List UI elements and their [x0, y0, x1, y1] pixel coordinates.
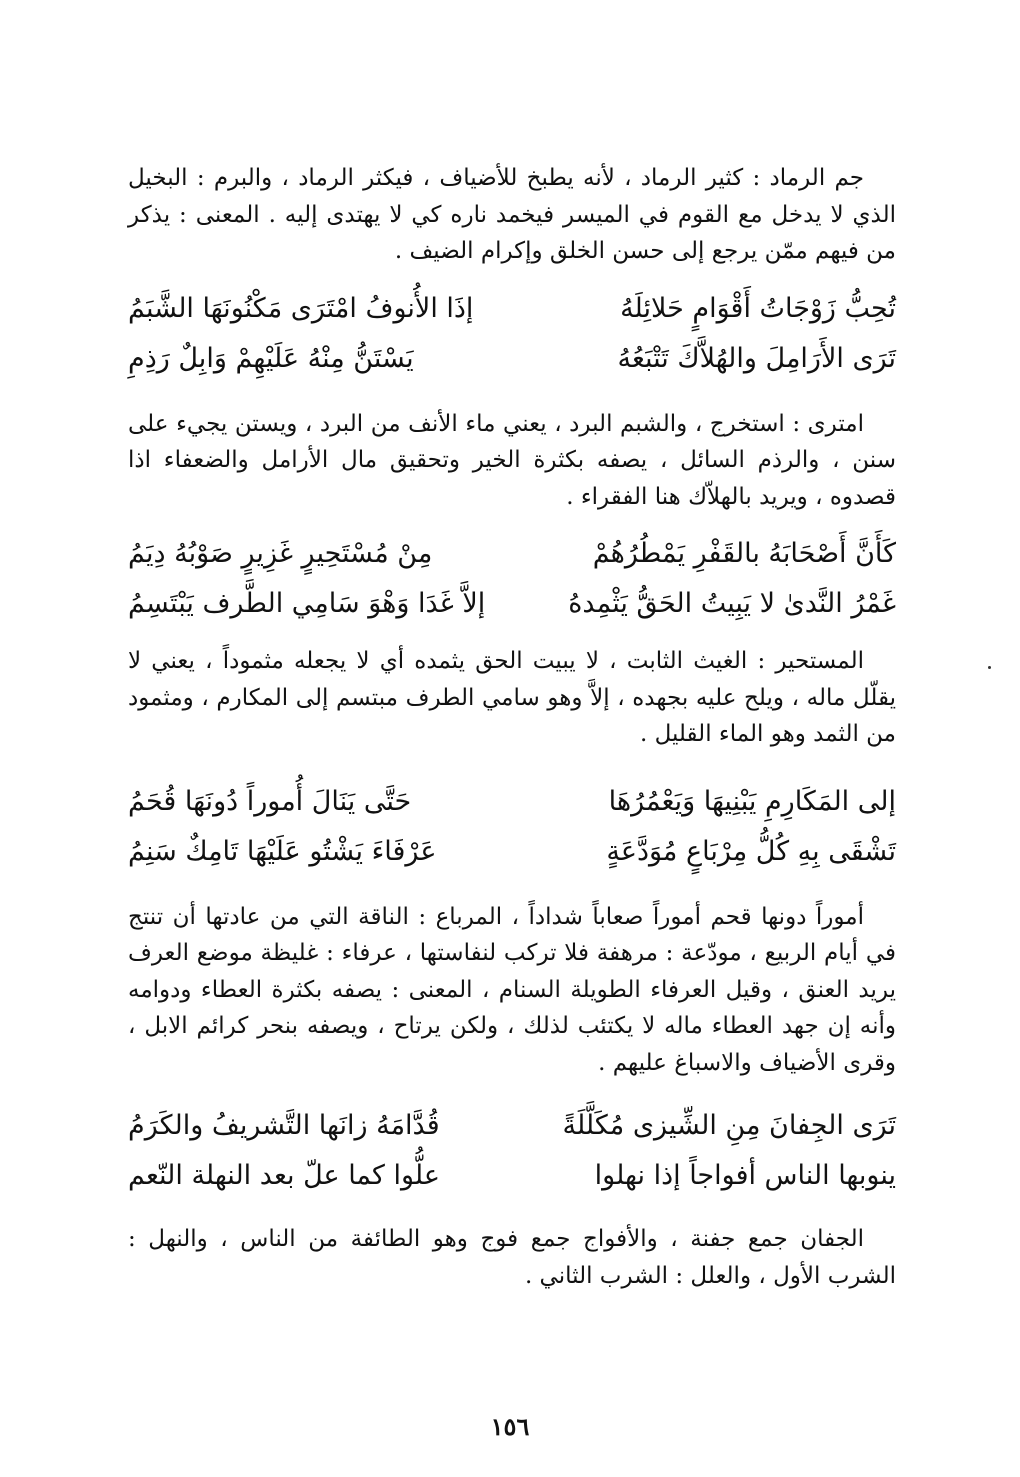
verse-hemistich-second: عَرْفَاءَ يَشْتُو عَلَيْهَا تَامِكٌ سَنِمُ — [128, 835, 437, 867]
verse-hemistich-second: إلاَّ غَدَا وَهْوَ سَامِي الطَّرف يَبْتَسِمُ — [128, 588, 486, 619]
verse-hemistich-first: كَأَنَّ أَصْحَابَهُ بالقَفْرِ يَمْطُرُهُمْ — [592, 538, 896, 569]
prose-line: أموراً دونها قحم أموراً صعاباً شداداً ، المرباع : الناقة التي من عادتها أن — [172, 903, 865, 930]
verse-line — [128, 1151, 896, 1201]
verse-hemistich-second: مِنْ مُسْتَحِيرٍ غَزِيرٍ صَوْبُهُ دِيَمُ — [128, 538, 433, 569]
verse-hemistich-second: يَسْتَنُّ مِنْهُ عَلَيْهِمْ وَابِلٌ رَذِمِ — [128, 342, 414, 374]
verse-hemistich-second: حَتَّى يَنَالَ أُموراً دُونَهَا قُحَمُ — [128, 785, 412, 817]
prose-line: امترى : استخرج ، والشبم البرد ، يعني ماء الأنف من البرد ، ويستن يجيء — [176, 410, 864, 437]
prose-line: المكارم ، ومثمود من الثمد وهو الماء القليل . — [128, 684, 896, 747]
scan-speck — [988, 666, 991, 669]
prose-line: كرائم الابل ، وقرى الأضياف والاسباغ عليهم . — [128, 1013, 896, 1076]
verse-block-3 — [128, 777, 896, 877]
verse-hemistich-second: علُّوا كما علّ بعد النهلة النّعم — [128, 1160, 440, 1191]
prose-line: العرف يريد العنق ، وقيل العرفاء الطويلة السنام ، المعنى : يصفه بكثرة العطاء — [128, 940, 896, 1003]
verse-block-4 — [128, 1101, 896, 1201]
prose-line: الشرب الأول ، والعلل : الشرب الثاني . — [524, 1262, 896, 1289]
prose-line: على سنن ، والرذم السائل ، يصفه بكثرة الخير وتحقيق مال الأرامل والضعفاء اذا — [128, 410, 896, 473]
prose-line: تنتج في أيام الربيع ، مودّعة : مرهفة فلا تركب لنفاستها ، عرفاء : غليظة موضع — [128, 903, 897, 966]
prose-block-1 — [128, 160, 896, 270]
prose-line: المستحير : الغيث الثابت ، لا يبيت الحق يثمده أي لا يجعله مثموداً ، — [205, 648, 864, 674]
page-body — [128, 160, 896, 1294]
verse-line — [128, 529, 896, 579]
verse-line — [128, 1101, 896, 1151]
prose-line: قصدوه ، ويريد بالهلاّك هنا الفقراء . — [566, 483, 896, 510]
verse-line — [128, 334, 896, 384]
verse-hemistich-first: تَرَى الأَرَامِلَ والهُلاَّكَ تَتْبَعُهُ — [617, 342, 896, 374]
prose-line: الجفان جمع جفنة ، والأفواج جمع فوج وهو الطائفة من الناس ، والنهل : — [128, 1226, 864, 1252]
page-number: ١٥٦ — [490, 1412, 530, 1441]
verse-hemistich-first: إلى المَكَارِمِ يَبْنِيهَا وَيَعْمُرُهَا — [608, 785, 896, 817]
prose-block-4 — [128, 899, 896, 1082]
verse-hemistich-second: إذَا الأُنوفُ امْتَرَى مَكْنُونَهَا الشَّبَمُ — [128, 292, 474, 324]
prose-line: ودوامه وأنه إن جهد العطاء ماله لا يكتئب لذلك ، ولكن يرتاح ، ويصفه بنحر — [128, 976, 896, 1039]
verse-hemistich-first: تَشْقَى بِهِ كُلُّ مِرْبَاعٍ مُوَدَّعَةٍ — [606, 835, 896, 867]
verse-hemistich-first: ينوبها الناس أفواجاً إذا نهلوا — [594, 1160, 896, 1191]
verse-line — [128, 777, 896, 827]
verse-hemistich-first: تُحِبُّ زَوْجَاتُ أَقْوَامٍ حَلائِلَهُ — [620, 292, 896, 324]
verse-hemistich-second: قُدَّامَهُ زانَها التَّشريفُ والكَرَمُ — [128, 1110, 440, 1141]
prose-line: البخيل الذي لا يدخل مع القوم في الميسر فيخمد ناره كي لا يهتدى إليه . — [128, 165, 896, 228]
prose-line: المعنى : يذكر من فيهم ممّن يرجع إلى حسن الخلق وإكرام الضيف . — [128, 201, 896, 264]
prose-line: يعني لا يقلّل ماله ، ويلح عليه بجهده ، إلاَّ وهو سامي الطرف مبتسم إلى — [128, 648, 896, 711]
verse-line — [128, 579, 896, 629]
prose-line: جم الرماد : كثير الرماد ، لأنه يطبخ للأضياف ، فيكثر الرماد ، والبرم : — [196, 165, 865, 191]
prose-block-2 — [128, 406, 896, 516]
prose-block-5 — [128, 1221, 896, 1294]
verse-block-2 — [128, 529, 896, 629]
verse-block-1 — [128, 284, 896, 384]
verse-line — [128, 827, 896, 877]
verse-hemistich-first: تَرَى الجِفانَ مِنِ الشِّيزى مُكَلَّلَةً — [562, 1110, 896, 1141]
verse-hemistich-first: غَمْرُ النَّدىٰ لا يَبِيتُ الحَقُّ يَثْمِدهُ — [568, 588, 896, 619]
prose-block-3 — [128, 643, 896, 753]
verse-line — [128, 284, 896, 334]
